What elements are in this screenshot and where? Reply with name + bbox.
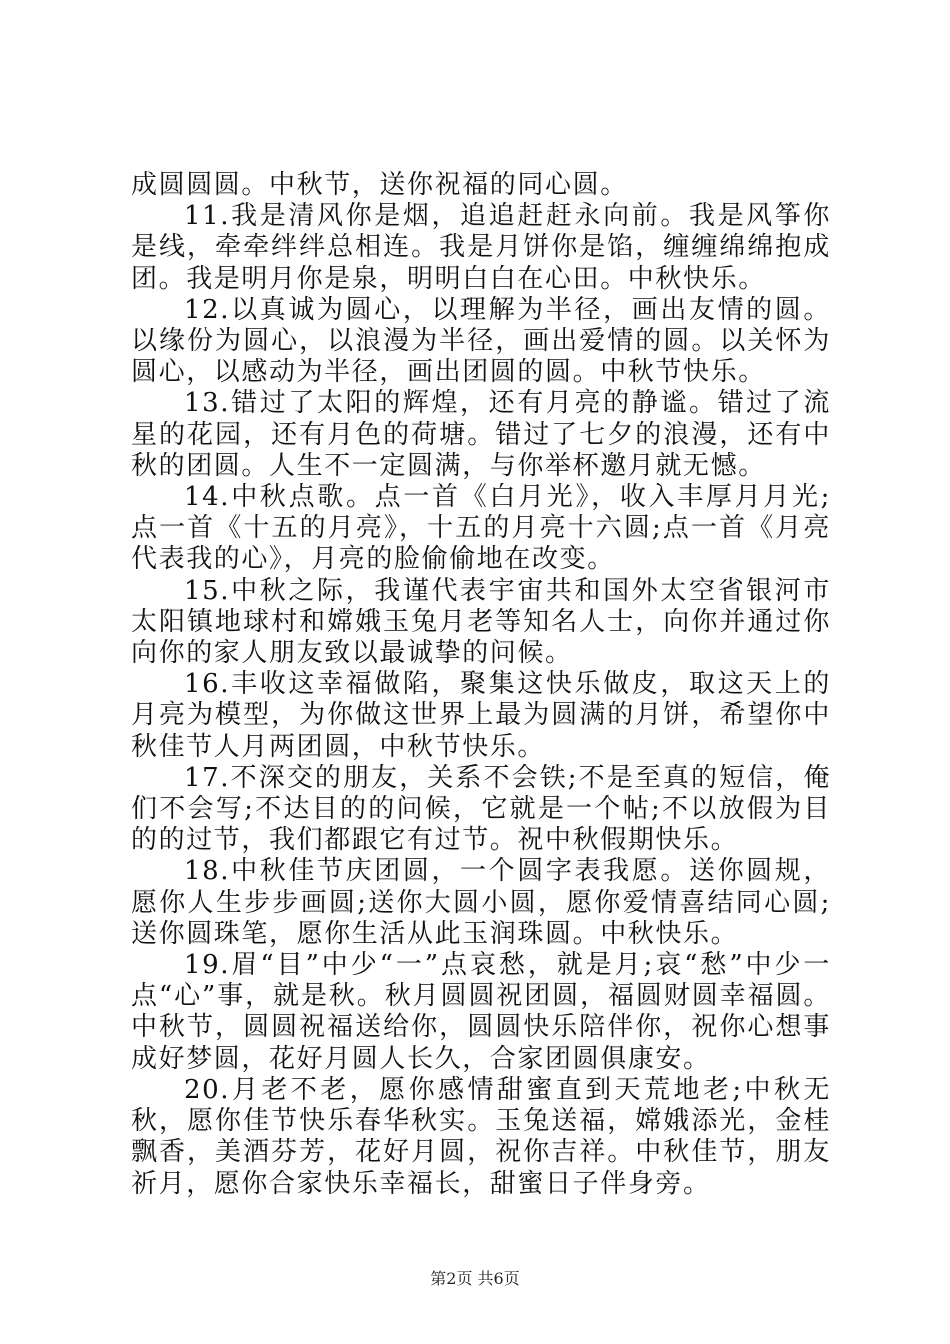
paragraph-item-19: 19.眉“目”中少“一”点哀愁，就是月;哀“愁”中少一点“心”事，就是秋。秋月圆圆祝团圆，福圆财圆幸福圆。中秋节，圆圆祝福送给你，圆圆快乐陪伴你，祝你心想事成好梦圆，花好月圆人长久，合家团圆俱康安。 [131,950,831,1074]
paragraph-item-12: 12.以真诚为圆心，以理解为半径，画出友情的圆。以缘份为圆心，以浪漫为半径，画出爱情的圆。以关怀为圆心，以感动为半径，画出团圆的圆。中秋节快乐。 [131,294,831,388]
paragraph-item-11: 11.我是清风你是烟，追追赶赶永向前。我是风筝你是线，牵牵绊绊总相连。我是月饼你是馅，缠缠绵绵抱成团。我是明月你是泉，明明白白在心田。中秋快乐。 [131,201,831,294]
paragraph-item-18: 18.中秋佳节庆团圆，一个圆字表我愿。送你圆规，愿你人生步步画圆;送你大圆小圆，愿你爱情喜结同心圆;送你圆珠笔，愿你生活从此玉润珠圆。中秋快乐。 [131,856,831,949]
paragraph-item-20: 20.月老不老，愿你感情甜蜜直到天荒地老;中秋无秋，愿你佳节快乐春华秋实。玉兔送福，嫦娥添光，金桂飘香，美酒芬芳，花好月圆，祝你吉祥。中秋佳节，朋友祈月，愿你合家快乐幸福长，甜蜜日子伴身旁。 [131,1074,831,1199]
paragraph-item-16: 16.丰收这幸福做陷，聚集这快乐做皮，取这天上的月亮为模型，为你做这世界上最为圆满的月饼，希望你中秋佳节人月两团圆，中秋节快乐。 [131,669,831,762]
paragraph-item-17: 17.不深交的朋友，关系不会铁;不是至真的短信，俺们不会写;不达目的的问候，它就是一个帖;不以放假为目的的过节，我们都跟它有过节。祝中秋假期快乐。 [131,762,831,856]
paragraph-item-13: 13.错过了太阳的辉煌，还有月亮的静谧。错过了流星的花园，还有月色的荷塘。错过了七夕的浪漫，还有中秋的团圆。人生不一定圆满，与你举杯邀月就无憾。 [131,388,831,481]
document-body [131,170,831,1200]
paragraph-continuation: 成圆圆圆。中秋节，送你祝福的同心圆。 [131,170,628,200]
page-number-footer: 第2页 共6页 [430,1269,520,1288]
paragraph-item-15: 15.中秋之际，我谨代表宇宙共和国外太空省银河市太阳镇地球村和嫦娥玉兔月老等知名人士，向你并通过你向你的家人朋友致以最诚挚的问候。 [131,575,831,669]
paragraph-item-14: 14.中秋点歌。点一首《白月光》，收入丰厚月月光;点一首《十五的月亮》，十五的月亮十六圆;点一首《月亮代表我的心》，月亮的脸偷偷地在改变。 [131,482,831,575]
